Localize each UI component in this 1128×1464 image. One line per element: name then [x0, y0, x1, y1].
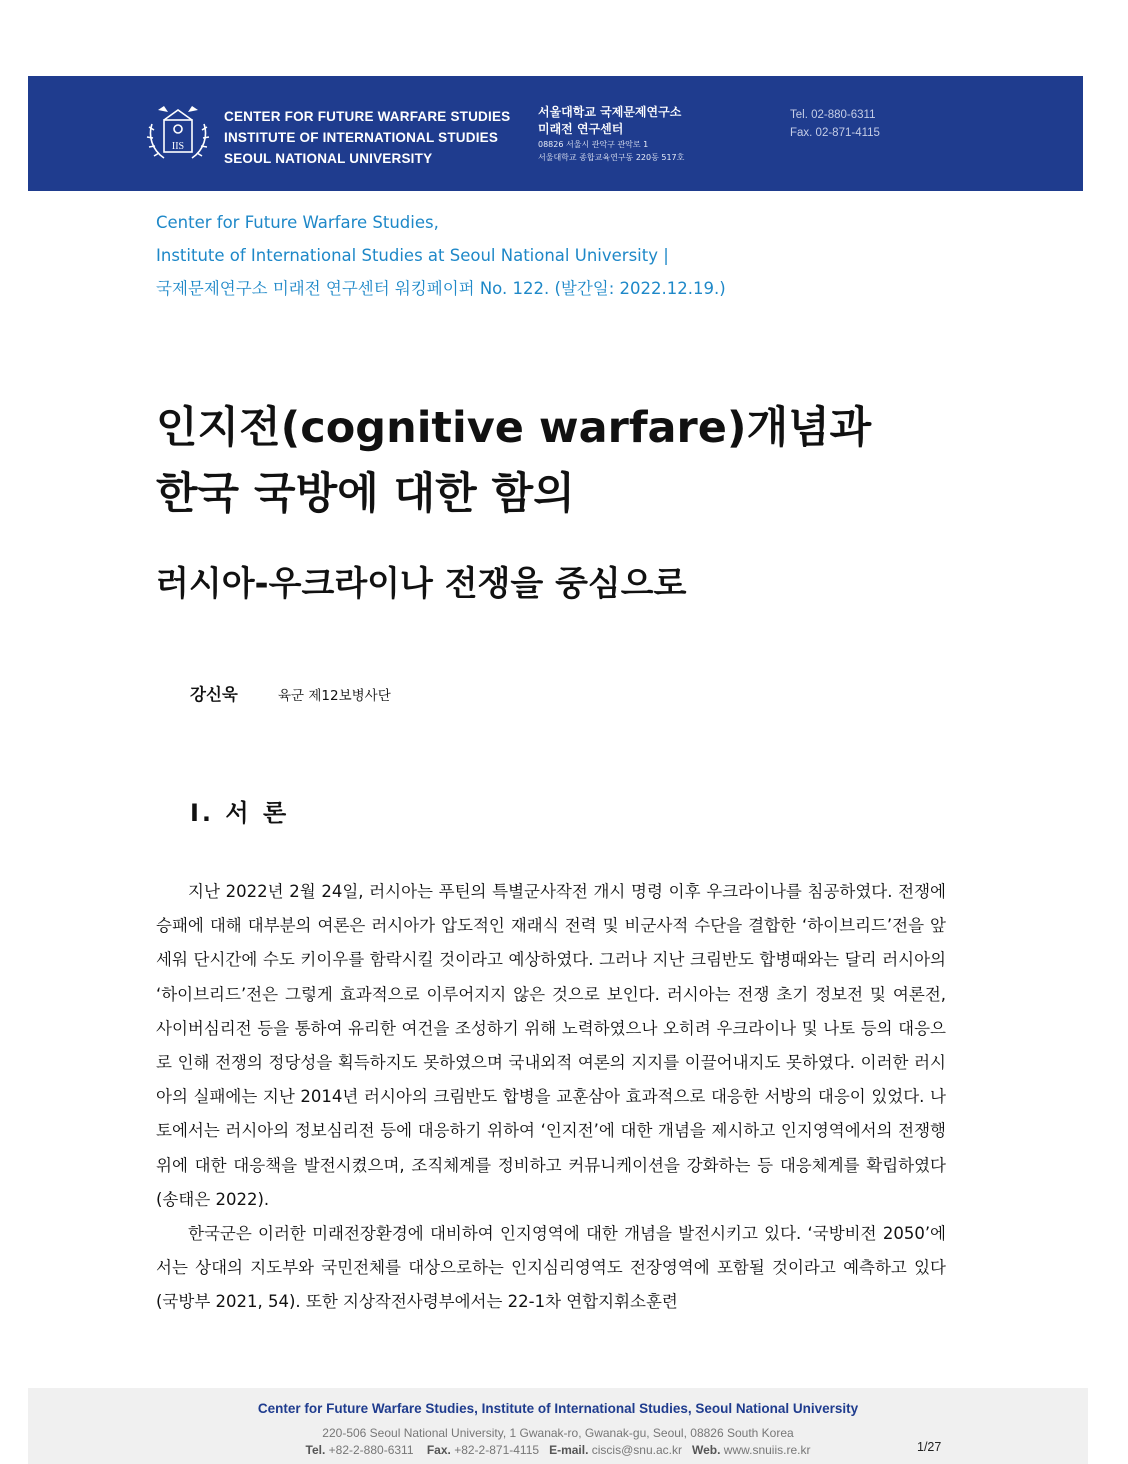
paragraph-1: 지난 2022년 2월 24일, 러시아는 푸틴의 특별군사작전 개시 명령 이후 우크라이나를 침공하였다. 전쟁에 승패에 대해 대부분의 여론은 러시아가 압도적인 재래식 전력 및 비군사적 수단을 결합한 ‘하이브리드’전을 앞세워 단시간에 수도 키이우를 함락시킬 것이라고 예상하였다. 그러나 지난 크림반도 합병때와는 달리 러시아의 ‘하이브리드’전은 그렇게 효과적으로 이루어지지 않은 것으로 보인다. 러시아는 전쟁 초기 정보전 및 여론전, 사이버심리전 등을 통하여 유리한 여건을 조성하기 위해 노력하였으나 오히려 우크라이나 및 나토 등의 대응으로 인해 전쟁의 정당성을 획득하지도 못하였으며 국내외적 여론의 지지를 이끌어내지도 못하였다. 이러한 러시아의 실패에는 지난 2014년 러시아의 크림반도 합병을 교훈삼아 효과적으로 대응한 서방의 대응이 있었다. 나토에서는 러시아의 정보심리전 등에 대응하기 위하여 ‘인지전’에 대한 개념을 제시하고 인지영역에서의 전쟁행위에 대한 대응책을 발전시켰으며, 조직체계를 정비하고 커뮤니케이션을 강화하는 등 대응체계를 확립하였다(송태은 2022). — [156, 882, 946, 1209]
header-address-2: 서울대학교 종합교육연구동 220동 517호 — [538, 153, 685, 162]
series-line-1: Center for Future Warfare Studies, — [156, 213, 439, 232]
series-line-2: Institute of International Studies at Seoul National University | — [156, 246, 669, 265]
header-ko-org-1: 서울대학교 국제문제연구소 — [538, 105, 682, 119]
header-en-line-3: SEOUL NATIONAL UNIVERSITY — [224, 151, 433, 166]
author-affiliation: 육군 제12보병사단 — [278, 688, 391, 704]
seal-text: IIS — [171, 141, 185, 152]
footer-email-label: E-mail. — [549, 1443, 589, 1457]
footer-tel-label: Tel. — [305, 1443, 326, 1457]
footer-tel: +82-2-880-6311 — [328, 1443, 414, 1457]
paragraph-2: 한국군은 이러한 미래전장환경에 대비하여 인지영역에 대한 개념을 발전시키고 있다. ‘국방비전 2050’에서는 상대의 지도부와 국민전체를 대상으로하는 인지심리영역도 전장영역에 포함될 것이라고 예측하고 있다(국방부 2021, 54). 또한 지상작전사령부에서는 22-1차 연합지휘소훈련 — [156, 1224, 946, 1312]
header-fax: Fax. 02-871-4115 — [790, 127, 880, 139]
paper-title — [156, 395, 871, 527]
body-text — [156, 875, 946, 1320]
page-footer — [28, 1388, 1088, 1464]
header-address-1: 08826 서울시 관악구 관악로 1 — [538, 140, 649, 149]
header-institution-en — [224, 106, 510, 169]
section-heading: Ⅰ. 서 론 — [190, 799, 290, 827]
header-banner — [28, 76, 1083, 191]
header-tel: Tel. 02-880-6311 — [790, 109, 876, 121]
header-en-line-2: INSTITUTE OF INTERNATIONAL STUDIES — [224, 130, 499, 145]
footer-address: 220-506 Seoul National University, 1 Gwanak-ro, Gwanak-gu, Seoul, 08826 South Korea — [322, 1426, 794, 1440]
series-info — [156, 206, 726, 305]
series-line-3: 국제문제연구소 미래전 연구센터 워킹페이퍼 No. 122. (발간일: 2022.12.19.) — [156, 279, 726, 298]
title-line-2: 한국 국방에 대한 함의 — [156, 469, 575, 519]
footer-fax-label: Fax. — [426, 1443, 451, 1457]
header-en-line-1: CENTER FOR FUTURE WARFARE STUDIES — [224, 109, 511, 124]
snu-seal-icon — [144, 102, 212, 166]
title-line-1: 인지전(cognitive warfare)개념과 — [156, 403, 872, 453]
header-ko-org-2: 미래전 연구센터 — [538, 122, 624, 136]
footer-fax: +82-2-871-4115 — [454, 1443, 540, 1457]
author-name: 강신욱 — [190, 685, 238, 704]
page-number: 1/27 — [917, 1440, 942, 1454]
footer-web-link[interactable]: www.snuiis.re.kr — [723, 1443, 811, 1457]
footer-institution: Center for Future Warfare Studies, Institute of International Studies, Seoul National University — [257, 1401, 859, 1416]
header-institution-ko — [538, 104, 684, 164]
footer-email-link[interactable]: ciscis@snu.ac.kr — [591, 1443, 682, 1457]
paper-subtitle: 러시아-우크라이나 전쟁을 중심으로 — [156, 564, 687, 604]
header-contact — [790, 106, 880, 142]
footer-web-label: Web. — [691, 1443, 721, 1457]
